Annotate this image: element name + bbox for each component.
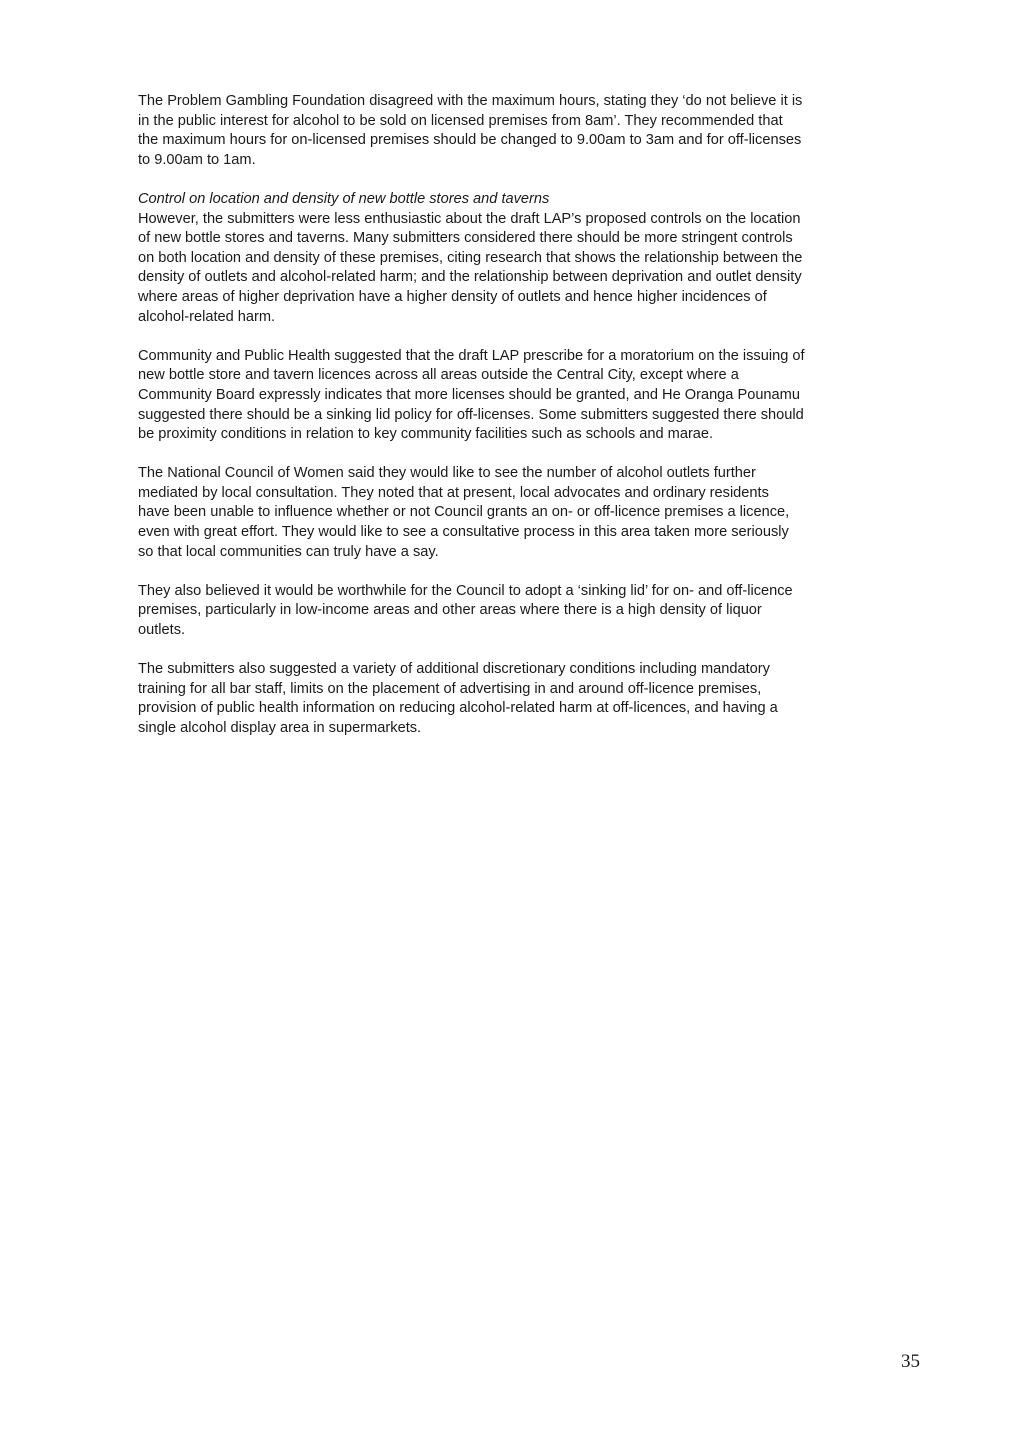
text-line: Community Board expressly indicates that more licenses should be granted, and He Oranga Pounamu (138, 386, 800, 403)
paragraph-community-public-health (138, 347, 928, 445)
text-line: premises, particularly in low-income areas and other areas where there is a high density of liquor (138, 602, 762, 619)
body-text (138, 92, 928, 758)
text-line: in the public interest for alcohol to be sold on licensed premises from 8am’. They recommended that (138, 112, 783, 129)
text-line: density of outlets and alcohol-related harm; and the relationship between deprivation and outlet density (138, 269, 802, 286)
text-line: Community and Public Health suggested that the draft LAP prescribe for a moratorium on the issuing of (138, 347, 805, 364)
text-line: even with great effort. They would like to see a consultative process in this area taken more seriously (138, 524, 789, 541)
paragraph-gambling-foundation (138, 92, 928, 170)
text-line: new bottle store and tavern licences across all areas outside the Central City, except where a (138, 367, 739, 384)
text-line: the maximum hours for on-licensed premises should be changed to 9.00am to 3am and for off-licenses (138, 132, 802, 149)
page-number: 35 (901, 1351, 920, 1372)
text-line: They also believed it would be worthwhile for the Council to adopt a ‘sinking lid’ for on- and off-licence (138, 582, 793, 599)
text-line: to 9.00am to 1am. (138, 151, 256, 168)
text-line: outlets. (138, 622, 186, 639)
paragraph-discretionary-conditions (138, 660, 928, 738)
text-line: where areas of higher deprivation have a higher density of outlets and hence higher incidences of (138, 288, 767, 305)
paragraph-location-density (138, 190, 928, 327)
text-line: have been unable to influence whether or not Council grants an on- or off-licence premises a licence, (138, 504, 790, 521)
text-line: so that local communities can truly have a say. (138, 543, 439, 560)
text-line: provision of public health information on reducing alcohol-related harm at off-licences, and having a (138, 700, 778, 717)
text-line: on both location and density of these premises, citing research that shows the relationship between the (138, 249, 803, 266)
text-line: mediated by local consultation. They noted that at present, local advocates and ordinary residents (138, 484, 769, 501)
text-line: The National Council of Women said they would like to see the number of alcohol outlets further (138, 465, 756, 482)
text-line: single alcohol display area in supermarkets. (138, 720, 422, 736)
section-heading: Control on location and density of new bottle stores and taverns (138, 190, 550, 207)
text-line: suggested there should be a sinking lid policy for off-licenses. Some submitters suggested there should (138, 406, 804, 423)
text-line: alcohol-related harm. (138, 308, 276, 325)
text-line: The submitters also suggested a variety of additional discretionary conditions including mandatory (138, 661, 770, 678)
paragraph-sinking-lid (138, 582, 928, 641)
text-line: training for all bar staff, limits on the placement of advertising in and around off-licence premises, (138, 680, 762, 697)
paragraph-national-council-women (138, 464, 928, 562)
text-line: The Problem Gambling Foundation disagreed with the maximum hours, stating they ‘do not believe it is (138, 93, 803, 109)
text-line: of new bottle stores and taverns. Many submitters considered there should be more stringent controls (138, 230, 793, 247)
text-line: be proximity conditions in relation to key community facilities such as schools and marae. (138, 426, 714, 443)
text-line: However, the submitters were less enthusiastic about the draft LAP’s proposed controls on the location (138, 210, 801, 227)
